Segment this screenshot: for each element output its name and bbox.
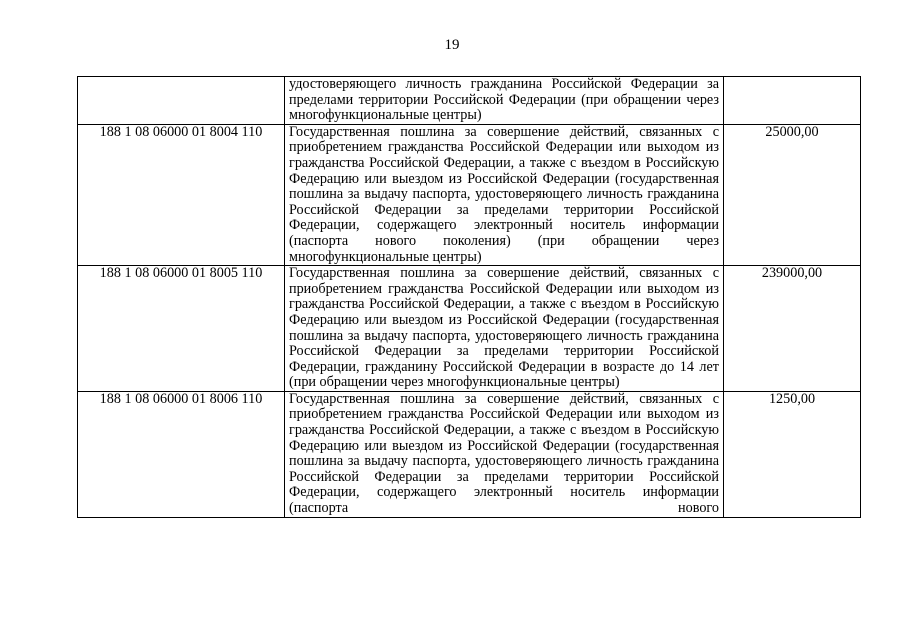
fee-table [77, 76, 861, 518]
description-cell [285, 77, 724, 125]
budget-code-cell [78, 77, 285, 125]
description-cell [285, 266, 724, 392]
budget-code-cell: 188 1 08 06000 01 8006 110 [78, 391, 285, 517]
amount-cell [724, 77, 861, 125]
description-text: Государственная пошлина за совершение действий, связанных с приобретением гражданства Российской Федерации или выходом из гражданства Российской Федерации, а также с въездом в Российскую Федерацию или выездом из Российской Федерации (государственная пошлина за выдачу паспорта, удостоверяющего личность гражданина Российской Федерации за пределами территории Российской Федерации, гражданину Российской Федерации в возрасте до 14 лет (при обращении через многофункциональные центры) [289, 265, 719, 391]
page-number: 19 [444, 37, 460, 53]
description-text: удостоверяющего личность гражданина Российской Федерации за пределами территории Российской Федерации (при обращении через многофункциональные центры) [289, 76, 719, 124]
table-row [78, 124, 861, 265]
amount-cell: 1250,00 [724, 391, 861, 517]
description-cell [285, 391, 724, 517]
table-row [78, 77, 861, 125]
table-row [78, 391, 861, 517]
description-text: Государственная пошлина за совершение действий, связанных с приобретением гражданства Российской Федерации или выходом из гражданства Российской Федерации, а также с въездом в Российскую Федерацию или выездом из Российской Федерации (государственная пошлина за выдачу паспорта, удостоверяющего личность гражданина Российской Федерации за пределами территории Российской Федерации, содержащего электронный носитель информации (паспорта нового [289, 390, 719, 517]
budget-code-cell: 188 1 08 06000 01 8004 110 [78, 124, 285, 265]
budget-code-cell: 188 1 08 06000 01 8005 110 [78, 266, 285, 392]
amount-cell: 239000,00 [724, 266, 861, 392]
description-cell [285, 124, 724, 265]
table-row [78, 266, 861, 392]
description-text: Государственная пошлина за совершение действий, связанных с приобретением гражданства Российской Федерации или выходом из гражданства Российской Федерации, а также с въездом в Российскую Федерацию или выездом из Российской Федерации (государственная пошлина за выдачу паспорта, удостоверяющего личность гражданина Российской Федерации за пределами территории Российской Федерации, содержащего электронный носитель информации (паспорта нового поколения) (при обращении через многофункциональные центры) [289, 123, 719, 265]
amount-cell: 25000,00 [724, 124, 861, 265]
